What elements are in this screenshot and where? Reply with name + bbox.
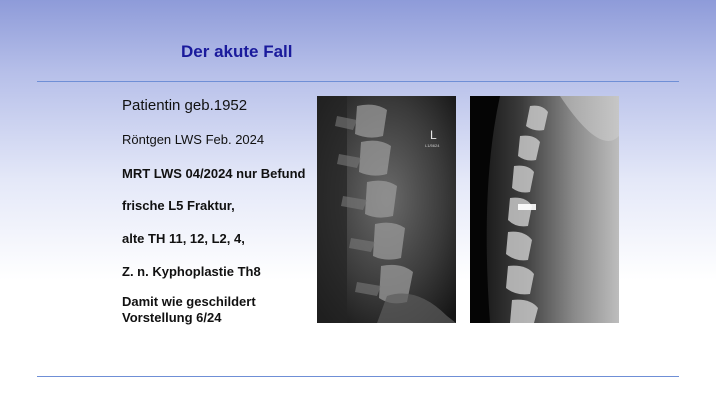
footer-divider (37, 376, 679, 377)
thoracic-xray-graphic (470, 96, 619, 323)
xray-line: Röntgen LWS Feb. 2024 (122, 132, 265, 147)
title-divider (37, 81, 679, 82)
kyphoplasty-line: Z. n. Kyphoplastie Th8 (122, 264, 261, 279)
new-fracture-line: frische L5 Fraktur, (122, 198, 235, 213)
xray-side-marker-sub: L1/5624 (425, 143, 440, 148)
patient-line: Patientin geb.1952 (122, 97, 248, 114)
slide-title: Der akute Fall (181, 42, 293, 61)
lumbar-xray-image (317, 96, 456, 323)
thoracic-xray-image (470, 96, 619, 323)
xray-side-marker: L (430, 128, 437, 142)
old-fracture-line: alte TH 11, 12, L2, 4, (122, 231, 245, 246)
mrt-line: MRT LWS 04/2024 nur Befund (122, 166, 306, 181)
conclusion-line-1: Damit wie geschildert (122, 294, 256, 309)
conclusion-line-2: Vorstellung 6/24 (122, 310, 222, 325)
conclusion-block (122, 294, 256, 326)
